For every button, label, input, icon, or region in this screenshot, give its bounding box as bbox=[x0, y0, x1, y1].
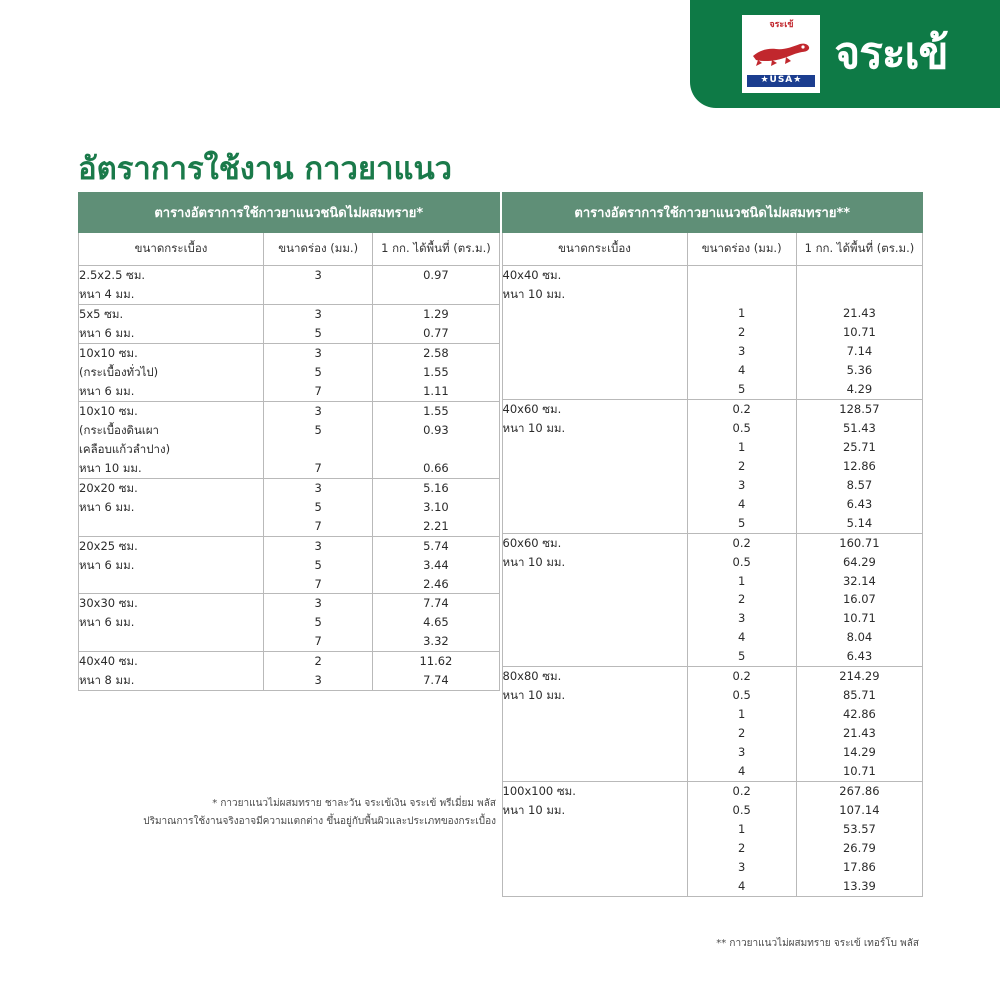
cell-tile-size: 60x60 ซม. หนา 10 มม. bbox=[502, 533, 687, 667]
cell-gap-size: 3 5 7 bbox=[264, 401, 373, 478]
table-right-body bbox=[502, 266, 923, 897]
tables-container bbox=[78, 192, 923, 897]
cell-gap-size: 0.2 0.5 1 2 3 4 bbox=[687, 782, 796, 897]
cell-gap-size: 3 5 7 bbox=[264, 536, 373, 594]
cell-gap-size: 1 2 3 4 5 bbox=[687, 266, 796, 400]
footnote-right-line-1: ** กาวยาแนวไม่ผสมทราย จระเข้ เทอร์โบ พลัส bbox=[716, 938, 919, 949]
cell-tile-size: 10x10 ซม. (กระเบื้องทั่วไป) หนา 6 มม. bbox=[79, 343, 264, 401]
cell-gap-size: 3 bbox=[264, 266, 373, 305]
cell-tile-size: 5x5 ซม. หนา 6 มม. bbox=[79, 304, 264, 343]
cell-coverage: 214.29 85.71 42.86 21.43 14.29 10.71 bbox=[796, 667, 922, 782]
table-row bbox=[79, 266, 500, 305]
cell-tile-size: 40x40 ซม. หนา 8 มม. bbox=[79, 652, 264, 691]
column-header-coverage: 1 กก. ได้พื้นที่ (ตร.ม.) bbox=[373, 233, 499, 266]
cell-gap-size: 0.2 0.5 1 2 3 4 bbox=[687, 667, 796, 782]
logo-badge bbox=[742, 15, 820, 93]
table-row bbox=[502, 533, 923, 667]
column-header-tile-size: ขนาดกระเบื้อง bbox=[502, 233, 687, 266]
footnote-right bbox=[502, 936, 923, 951]
column-header-coverage: 1 กก. ได้พื้นที่ (ตร.ม.) bbox=[796, 233, 922, 266]
cell-gap-size: 0.2 0.5 1 2 3 4 5 bbox=[687, 533, 796, 667]
table-row bbox=[79, 343, 500, 401]
cell-coverage: 0.97 bbox=[373, 266, 499, 305]
table-left-body bbox=[79, 266, 500, 691]
cell-coverage: 1.55 0.93 0.66 bbox=[373, 401, 499, 478]
cell-coverage: 128.57 51.43 25.71 12.86 8.57 6.43 5.14 bbox=[796, 399, 922, 533]
cell-coverage: 5.16 3.10 2.21 bbox=[373, 478, 499, 536]
cell-coverage: 160.71 64.29 32.14 16.07 10.71 8.04 6.43 bbox=[796, 533, 922, 667]
cell-gap-size: 3 5 7 bbox=[264, 478, 373, 536]
brand-name: จระเข้ bbox=[834, 28, 948, 79]
cell-coverage: 11.62 7.74 bbox=[373, 652, 499, 691]
cell-coverage: 21.43 10.71 7.14 5.36 4.29 bbox=[796, 266, 922, 400]
column-header-tile-size: ขนาดกระเบื้อง bbox=[79, 233, 264, 266]
table-row bbox=[79, 536, 500, 594]
table-row bbox=[502, 399, 923, 533]
cell-tile-size: 10x10 ซม. (กระเบื้องดินเผา เคลือบแก้วลำปาง) หนา 10 มม. bbox=[79, 401, 264, 478]
cell-gap-size: 3 5 7 bbox=[264, 594, 373, 652]
column-header-gap-size: ขนาดร่อง (มม.) bbox=[687, 233, 796, 266]
footnote-left-line-2: ปริมาณการใช้งานจริงอาจมีความแตกต่าง ขึ้นอยู่กับพื้นผิวและประเภทของกระเบื้อง bbox=[143, 815, 496, 827]
table-banner: ตารางอัตราการใช้กาวยาแนวชนิดไม่ผสมทราย** bbox=[502, 193, 923, 233]
cell-gap-size: 2 3 bbox=[264, 652, 373, 691]
cell-tile-size: 20x20 ซม. หนา 6 มม. bbox=[79, 478, 264, 536]
crocodile-icon bbox=[750, 36, 812, 70]
cell-tile-size: 30x30 ซม. หนา 6 มม. bbox=[79, 594, 264, 652]
cell-gap-size: 0.2 0.5 1 2 3 4 5 bbox=[687, 399, 796, 533]
table-row bbox=[79, 594, 500, 652]
cell-tile-size: 100x100 ซม. หนา 10 มม. bbox=[502, 782, 687, 897]
cell-coverage: 1.29 0.77 bbox=[373, 304, 499, 343]
cell-tile-size: 2.5x2.5 ซม. หนา 4 มม. bbox=[79, 266, 264, 305]
cell-tile-size: 20x25 ซม. หนา 6 มม. bbox=[79, 536, 264, 594]
cell-coverage: 267.86 107.14 53.57 26.79 17.86 13.39 bbox=[796, 782, 922, 897]
brand-logo-panel bbox=[690, 0, 1000, 108]
footnote-left-line-1: * กาวยาแนวไม่ผสมทราย ชาละวัน จระเข้เงิน จระเข้ พรีเมี่ยม พลัส bbox=[212, 798, 496, 809]
cell-coverage: 5.74 3.44 2.46 bbox=[373, 536, 499, 594]
column-header-gap-size: ขนาดร่อง (มม.) bbox=[264, 233, 373, 266]
table-right-wrapper bbox=[502, 192, 924, 897]
table-banner: ตารางอัตราการใช้กาวยาแนวชนิดไม่ผสมทราย* bbox=[79, 193, 500, 233]
cell-tile-size: 40x60 ซม. หนา 10 มม. bbox=[502, 399, 687, 533]
cell-tile-size: 80x80 ซม. หนา 10 มม. bbox=[502, 667, 687, 782]
table-row bbox=[79, 401, 500, 478]
table-left-wrapper bbox=[78, 192, 500, 897]
table-row bbox=[79, 652, 500, 691]
rate-table-unsanded-2 bbox=[502, 192, 924, 897]
cell-coverage: 7.74 4.65 3.32 bbox=[373, 594, 499, 652]
logo-badge-top-text: จระเข้ bbox=[769, 20, 794, 30]
cell-coverage: 2.58 1.55 1.11 bbox=[373, 343, 499, 401]
rate-table-unsanded-1 bbox=[78, 192, 500, 691]
page-title: อัตราการใช้งาน กาวยาแนว bbox=[78, 150, 453, 187]
table-row bbox=[502, 266, 923, 400]
table-row bbox=[502, 782, 923, 897]
cell-gap-size: 3 5 7 bbox=[264, 343, 373, 401]
table-row bbox=[502, 667, 923, 782]
footnote-left bbox=[78, 795, 500, 830]
logo-badge-bottom-text: ★USA★ bbox=[747, 75, 815, 87]
table-row bbox=[79, 304, 500, 343]
cell-tile-size: 40x40 ซม. หนา 10 มม. bbox=[502, 266, 687, 400]
table-row bbox=[79, 478, 500, 536]
cell-gap-size: 3 5 bbox=[264, 304, 373, 343]
